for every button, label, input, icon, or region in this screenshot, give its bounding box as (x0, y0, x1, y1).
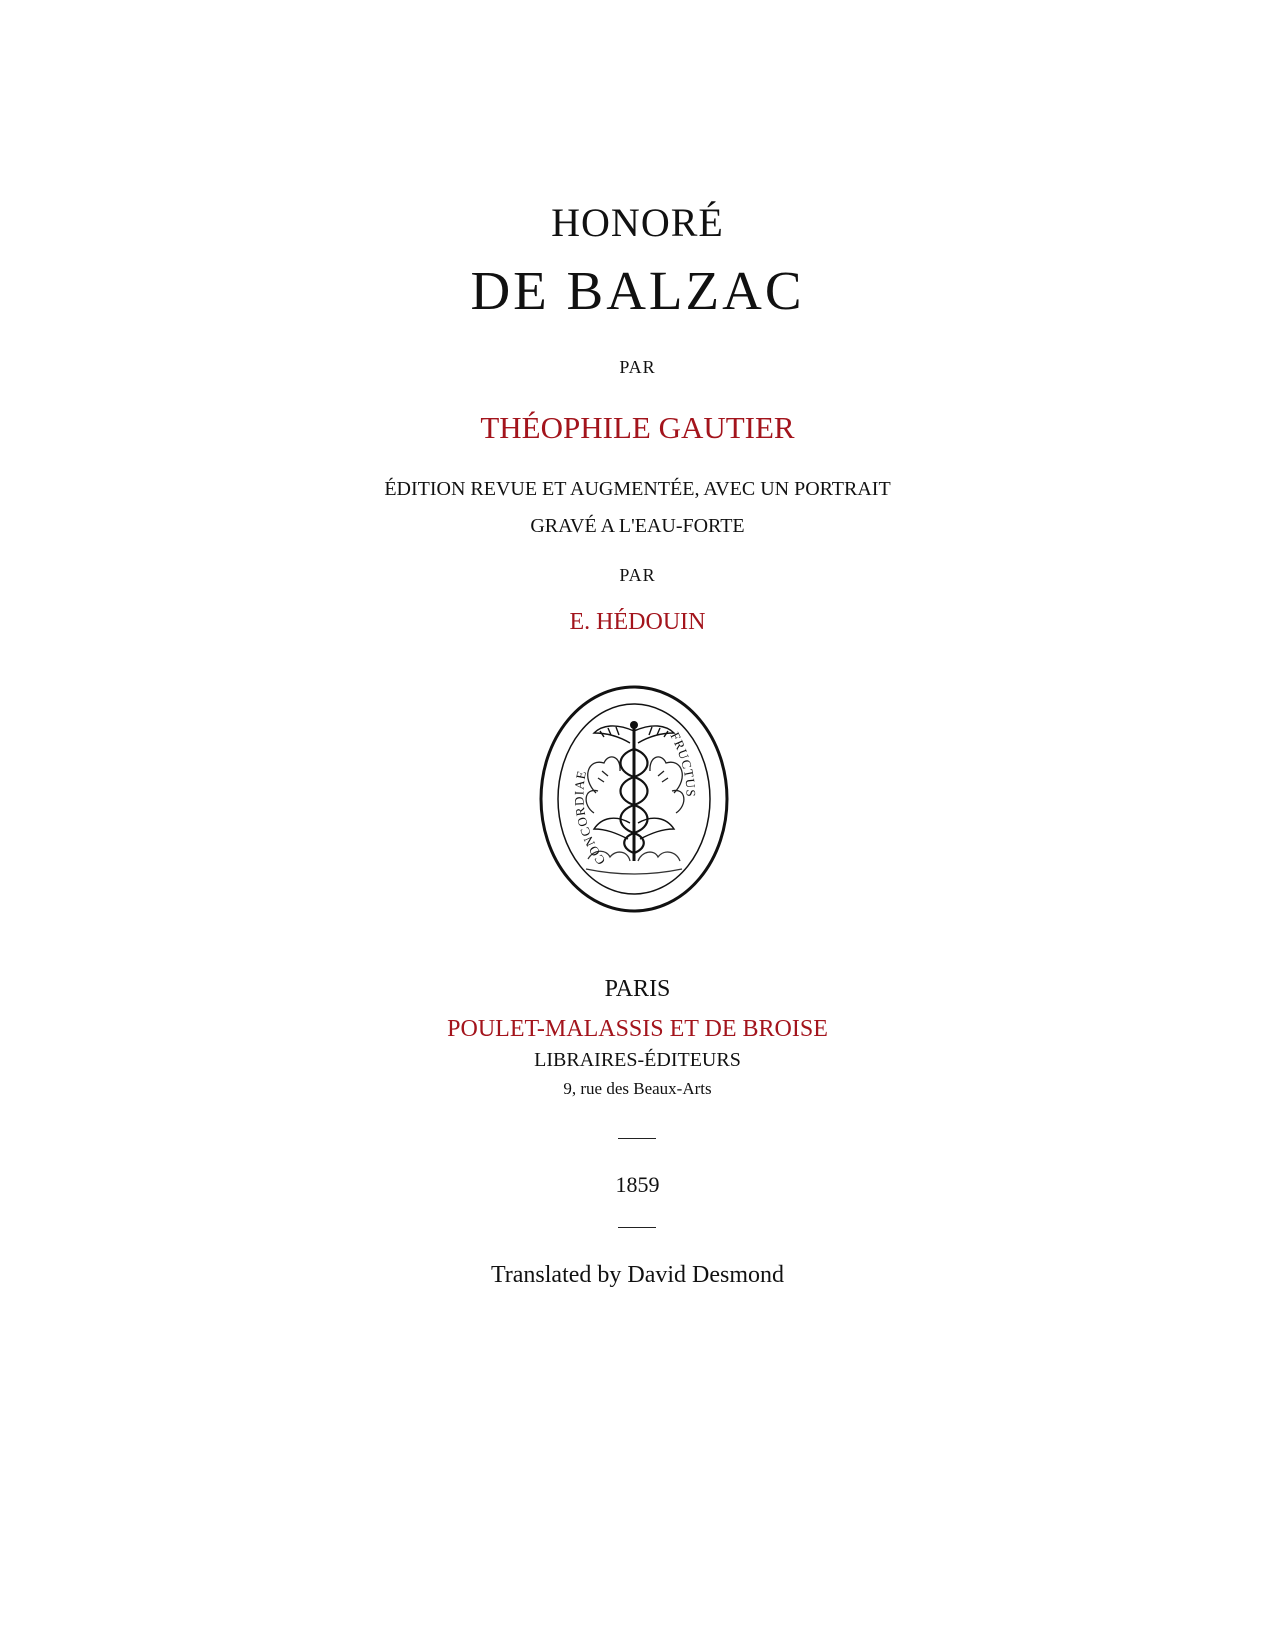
publisher-role: LIBRAIRES-ÉDITEURS (534, 1049, 741, 1071)
author-name: THÉOPHILE GAUTIER (480, 410, 795, 445)
par-label-1: PAR (619, 357, 656, 377)
seal-motto-right: FRUCTUS (667, 729, 699, 798)
par-label-2: PAR (619, 565, 656, 585)
engraver-name: E. HÉDOUIN (569, 609, 706, 635)
title-line-2: DE BALZAC (470, 260, 805, 321)
seal-drawing (536, 683, 732, 915)
publisher-address: 9, rue des Beaux-Arts (563, 1079, 712, 1098)
translator-credit: Translated by David Desmond (490, 1262, 785, 1288)
edition-line-1: ÉDITION REVUE ET AUGMENTÉE, AVEC UN PORTRAIT (384, 478, 891, 500)
divider-rule-2 (618, 1227, 656, 1228)
title-line-1: HONORÉ (551, 200, 724, 245)
edition-line-2: GRAVÉ A L'EAU-FORTE (530, 515, 745, 537)
printers-mark-caduceus-icon (536, 683, 732, 920)
divider-rule-1 (618, 1138, 656, 1139)
seal-motto-left: CONCORDIAE (571, 768, 609, 868)
publication-year: 1859 (615, 1172, 660, 1197)
imprint-city: PARIS (604, 976, 671, 1002)
publisher-name: POULET-MALASSIS ET DE BROISE (447, 1016, 828, 1042)
